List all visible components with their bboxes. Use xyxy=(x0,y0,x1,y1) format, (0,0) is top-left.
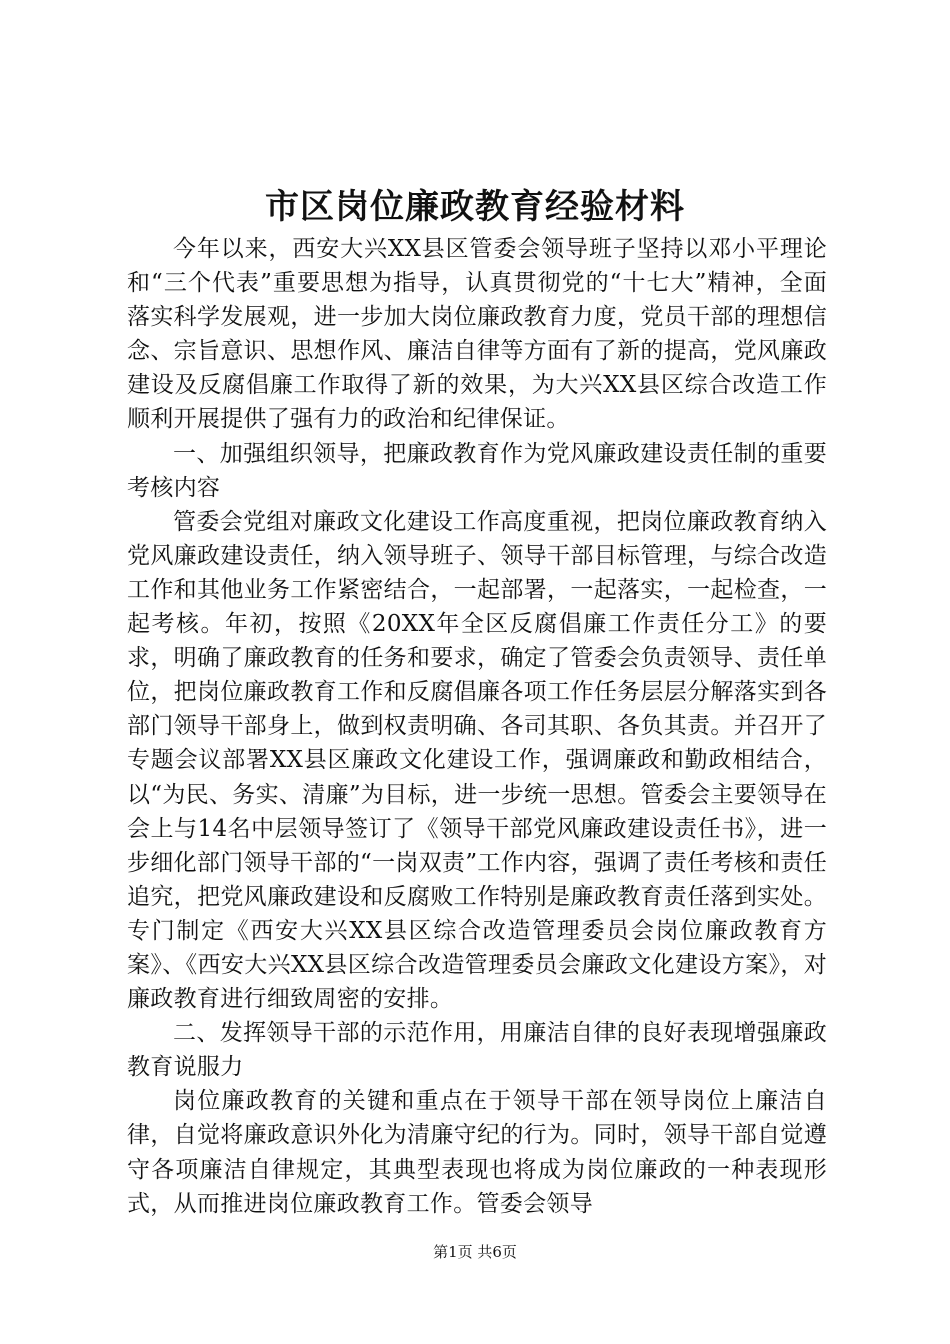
paragraph-section-1: 管委会党组对廉政文化建设工作高度重视，把岗位廉政教育纳入党风廉政建设责任，纳入领导班子、领导干部目标管理，与综合改造工作和其他业务工作紧密结合，一起部署，一起落实，一起检查，一起考核。年初，按照《20XX年全区反腐倡廉工作责任分工》的要求，明确了廉政教育的任务和要求，确定了管委会负责领导、责任单位，把岗位廉政教育工作和反腐倡廉各项工作任务层层分解落实到各部门领导干部身上，做到权责明确、各司其职、各负其责。并召开了专题会议部署XX县区廉政文化建设工作，强调廉政和勤政相结合，以“为民、务实、清廉”为目标，进一步统一思想。管委会主要领导在会上与14名中层领导签订了《领导干部党风廉政建设责任书》，进一步细化部门领导干部的“一岗双责”工作内容，强调了责任考核和责任追究，把党风廉政建设和反腐败工作特别是廉政教育责任落到实处。专门制定《西安大兴XX县区综合改造管理委员会岗位廉政教育方案》、《西安大兴XX县区综合改造管理委员会廉政文化建设方案》，对廉政教育进行细致周密的安排。 xyxy=(127,508,827,1013)
document-title: 市区岗位廉政教育经验材料 xyxy=(265,187,685,227)
paragraph-intro: 今年以来，西安大兴XX县区管委会领导班子坚持以邓小平理论和“三个代表”重要思想为指导，认真贯彻党的“十七大”精神，全面落实科学发展观，进一步加大岗位廉政教育力度，党员干部的理想信念、宗旨意识、思想作风、廉洁自律等方面有了新的提高，党风廉政建设及反腐倡廉工作取得了新的效果，为大兴XX县区综合改造工作顺利开展提供了强有力的政治和纪律保证。 xyxy=(127,236,827,433)
paragraph-section-2: 岗位廉政教育的关键和重点在于领导干部在领导岗位上廉洁自律，自觉将廉政意识外化为清廉守纪的行为。同时，领导干部自觉遵守各项廉洁自律规定，其典型表现也将成为岗位廉政的一种表现形式，从而推进岗位廉政教育工作。管委会领导 xyxy=(127,1088,827,1217)
page-number-footer: 第1页 共6页 xyxy=(433,1243,517,1261)
section-heading-1: 一、加强组织领导，把廉政教育作为党风廉政建设责任制的重要考核内容 xyxy=(127,440,827,501)
section-heading-2: 二、发挥领导干部的示范作用，用廉洁自律的良好表现增强廉政教育说服力 xyxy=(127,1020,827,1081)
document-body xyxy=(127,232,827,1221)
